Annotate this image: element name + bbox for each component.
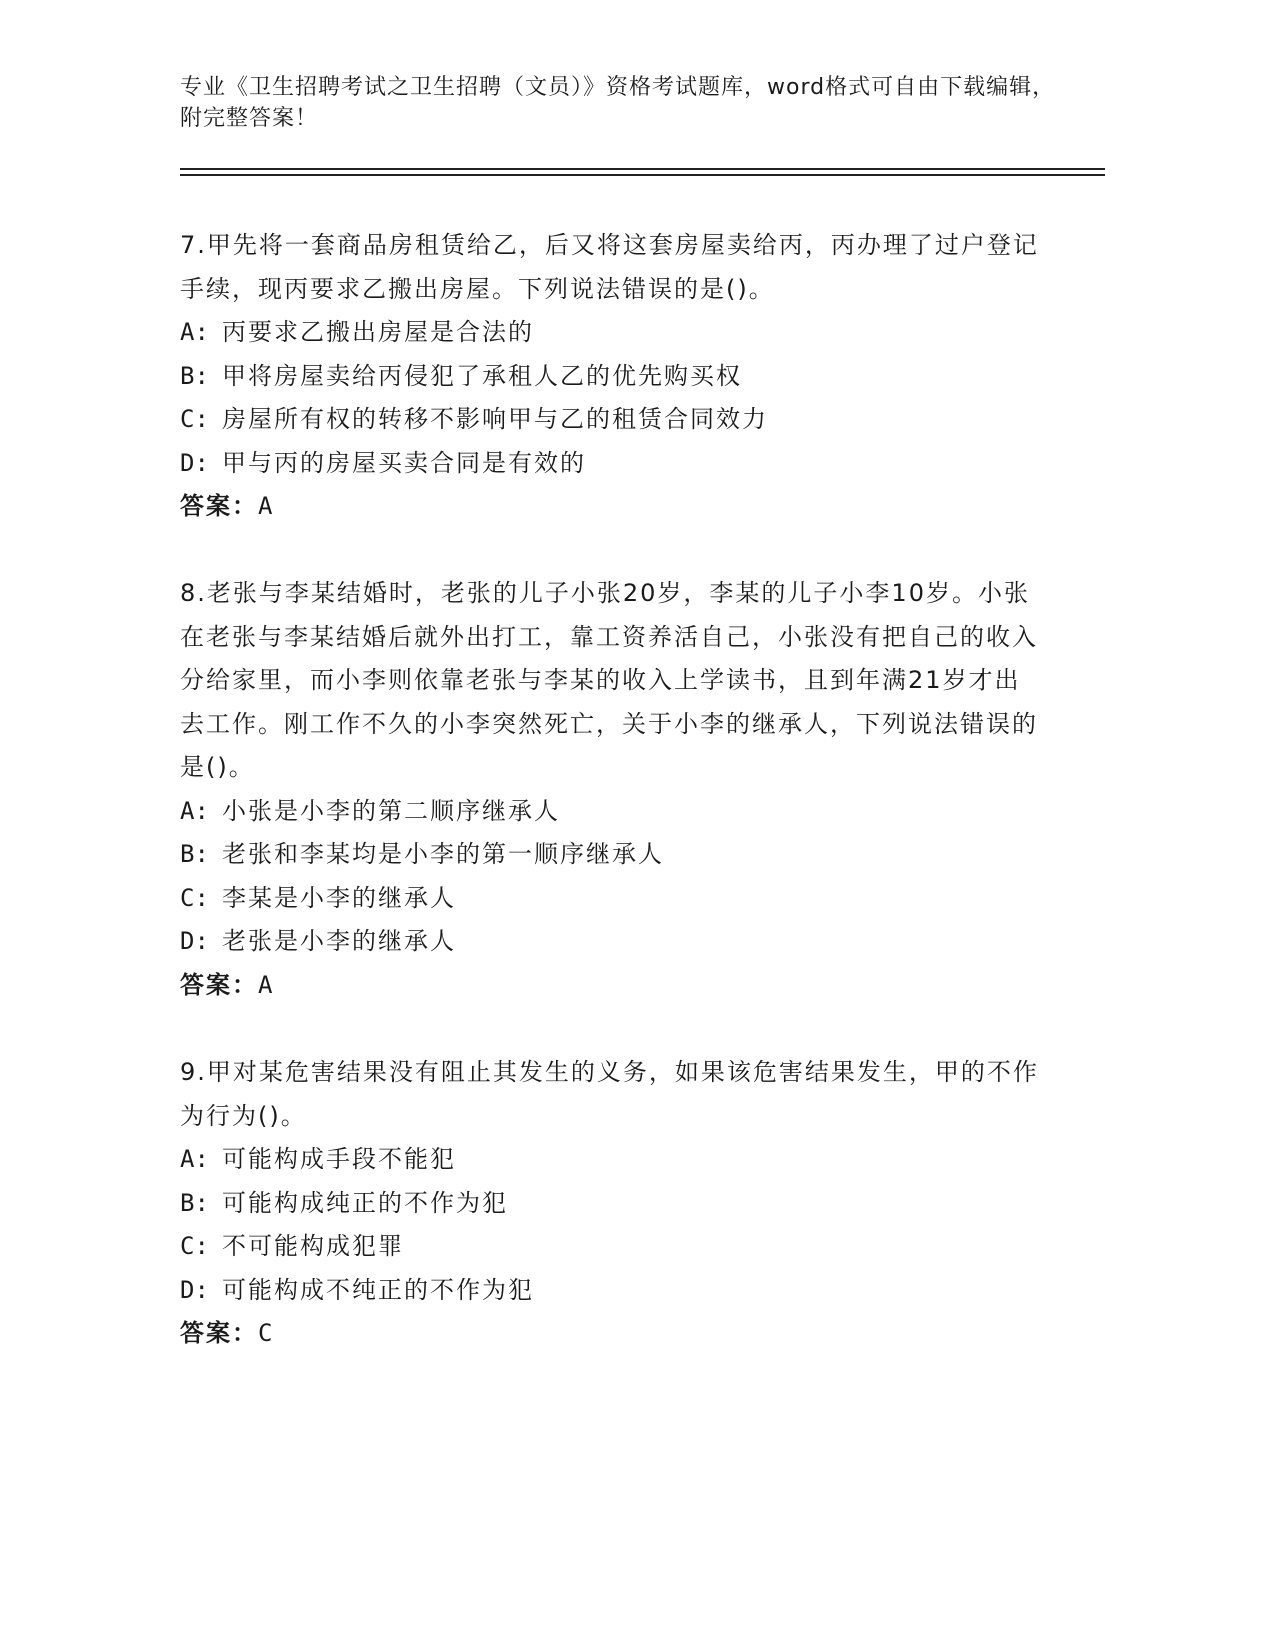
document-header: 专业《卫生招聘考试之卫生招聘（文员）》资格考试题库，word格式可自由下载编辑，附完整答案！ <box>180 75 1056 131</box>
option-c <box>180 1225 1040 1269</box>
option-key: A: <box>180 1145 209 1173</box>
question-9 <box>180 1051 1040 1356</box>
header-divider-bottom <box>180 174 1105 176</box>
question-stem: 7.甲先将一套商品房租赁给乙，后又将这套房屋卖给丙，丙办理了过户登记手续，现丙要求乙搬出房屋。下列说法错误的是()。 <box>180 231 1039 303</box>
option-text: 小张是小李的第二顺序继承人 <box>222 796 560 825</box>
option-d <box>180 442 1040 486</box>
question-8 <box>180 572 1040 1007</box>
option-a <box>180 1138 1040 1182</box>
option-key: C: <box>180 1232 209 1260</box>
option-key: B: <box>180 840 209 868</box>
option-text: 可能构成不纯正的不作为犯 <box>222 1275 534 1304</box>
option-d <box>180 920 1040 964</box>
option-a <box>180 790 1040 834</box>
option-text: 甲将房屋卖给丙侵犯了承租人乙的优先购买权 <box>222 361 742 390</box>
answer-value: C <box>258 1319 275 1347</box>
answer-label: 答案： <box>180 492 258 520</box>
header-divider-top <box>180 168 1105 170</box>
option-key: D: <box>180 1275 209 1304</box>
option-text: 李某是小李的继承人 <box>222 883 456 912</box>
option-key: B: <box>180 1188 209 1217</box>
answer-label: 答案： <box>180 1319 258 1347</box>
option-key: B: <box>180 361 209 390</box>
option-text: 老张和李某均是小李的第一顺序继承人 <box>222 840 664 868</box>
option-d <box>180 1269 1040 1313</box>
option-key: A: <box>180 796 209 825</box>
option-key: A: <box>180 318 209 346</box>
option-key: C: <box>180 883 209 912</box>
option-b <box>180 355 1040 399</box>
option-key: D: <box>180 448 209 477</box>
answer-line <box>180 1312 1040 1356</box>
option-c <box>180 398 1040 442</box>
answer-value: A <box>258 492 275 520</box>
question-stem: 9.甲对某危害结果没有阻止其发生的义务，如果该危害结果发生，甲的不作为行为()。 <box>180 1058 1039 1130</box>
answer-label: 答案： <box>180 970 258 999</box>
option-b <box>180 833 1040 877</box>
option-key: D: <box>180 927 209 955</box>
option-text: 丙要求乙搬出房屋是合法的 <box>222 318 534 346</box>
option-c <box>180 877 1040 921</box>
option-text: 可能构成纯正的不作为犯 <box>222 1188 508 1217</box>
answer-line <box>180 485 1040 529</box>
option-text: 房屋所有权的转移不影响甲与乙的租赁合同效力 <box>222 405 768 433</box>
option-text: 老张是小李的继承人 <box>222 927 456 955</box>
question-7 <box>180 224 1040 529</box>
option-key: C: <box>180 405 209 433</box>
option-a <box>180 311 1040 355</box>
option-text: 不可能构成犯罪 <box>222 1232 404 1260</box>
option-text: 可能构成手段不能犯 <box>222 1145 456 1173</box>
answer-line <box>180 964 1040 1008</box>
question-stem: 8.老张与李某结婚时，老张的儿子小张20岁，李某的儿子小李10岁。小张在老张与李某结婚后就外出打工，靠工资养活自己，小张没有把自己的收入分给家里，而小李则依靠老张与李某的收入上学读书，且到年满21岁才出去工作。刚工作不久的小李突然死亡，关于小李的继承人，下列说法错误的是()。 <box>180 579 1038 781</box>
option-b <box>180 1182 1040 1226</box>
option-text: 甲与丙的房屋买卖合同是有效的 <box>222 448 586 477</box>
answer-value: A <box>258 970 275 999</box>
